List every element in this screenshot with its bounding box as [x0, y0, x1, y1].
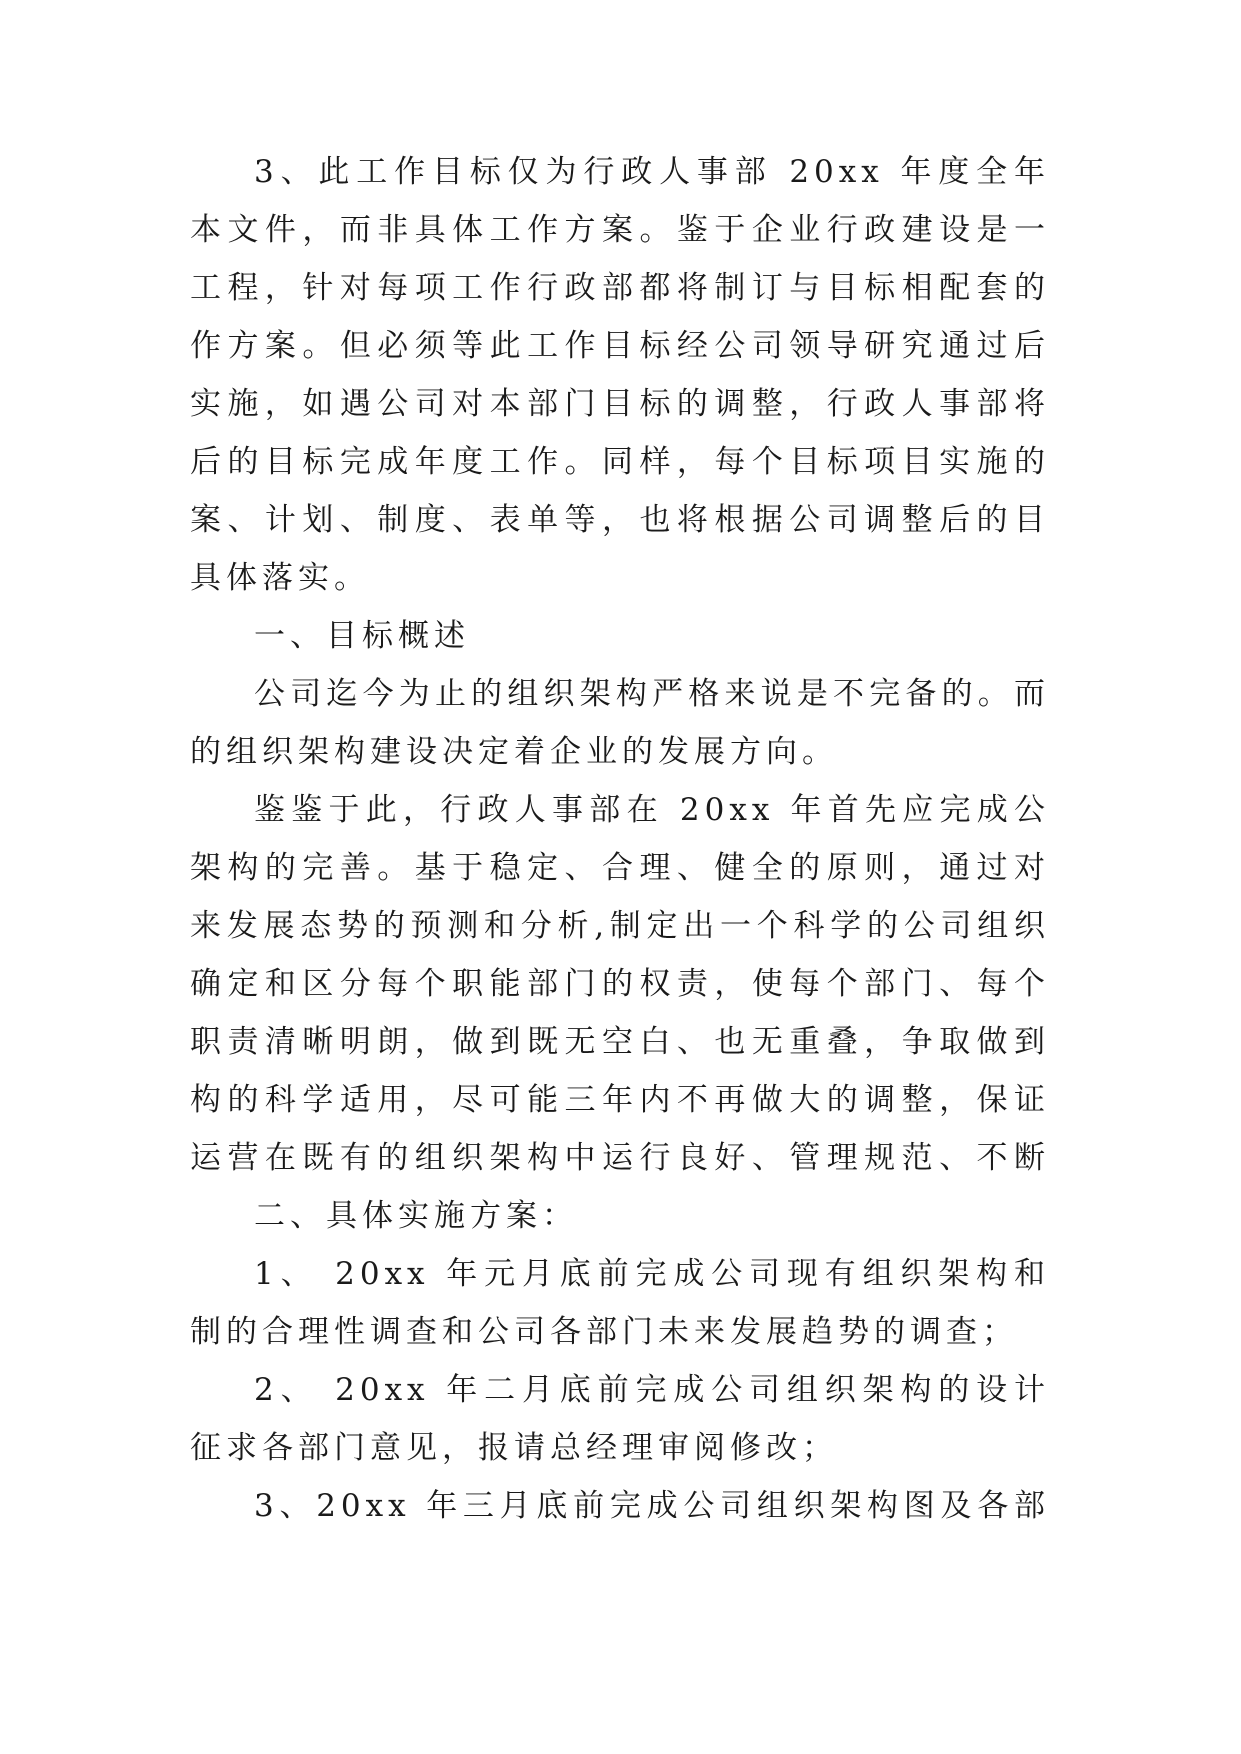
list-item-2-line-2: 征求各部门意见，报请总经理审阅修改； — [190, 1430, 838, 1466]
paragraph-3-line-1: 鉴鉴于此，行政人事部在 20xx 年首先应完成公 — [254, 792, 1050, 828]
section-heading-2: 二、具体实施方案： — [254, 1198, 578, 1234]
paragraph-3-line-7: 运营在既有的组织架构中运行良好、管理规范、不断 — [190, 1140, 1050, 1176]
list-item-1-line-2: 制的合理性调查和公司各部门未来发展趋势的调查； — [190, 1314, 1018, 1350]
list-item-1-line-1: 1、 20xx 年元月底前完成公司现有组织架构和 — [254, 1256, 1050, 1292]
paragraph-2-line-2: 的组织架构建设决定着企业的发展方向。 — [190, 734, 838, 770]
paragraph-3-line-6: 构的科学适用，尽可能三年内不再做大的调整，保证 — [190, 1082, 1050, 1118]
paragraph-1-line-3: 工程，针对每项工作行政部都将制订与目标相配套的 — [190, 270, 1050, 306]
list-item-3-line-1: 3、20xx 年三月底前完成公司组织架构图及各部 — [254, 1488, 1050, 1524]
paragraph-1-line-4: 作方案。但必须等此工作目标经公司领导研究通过后 — [190, 328, 1050, 364]
paragraph-1-line-2: 本文件，而非具体工作方案。鉴于企业行政建设是一 — [190, 212, 1050, 248]
section-heading-1: 一、目标概述 — [254, 618, 470, 654]
paragraph-1-line-7: 案、计划、制度、表单等，也将根据公司调整后的目 — [190, 502, 1050, 538]
paragraph-3-line-4: 确定和区分每个职能部门的权责，使每个部门、每个 — [190, 966, 1050, 1002]
paragraph-3-line-3: 来发展态势的预测和分析,制定出一个科学的公司组织 — [190, 908, 1050, 944]
list-item-2-line-1: 2、 20xx 年二月底前完成公司组织架构的设计 — [254, 1372, 1050, 1408]
paragraph-1-line-5: 实施，如遇公司对本部门目标的调整，行政人事部将 — [190, 386, 1050, 422]
paragraph-3-line-2: 架构的完善。基于稳定、合理、健全的原则，通过对 — [190, 850, 1050, 886]
paragraph-2-line-1: 公司迄今为止的组织架构严格来说是不完备的。而 — [254, 676, 1050, 712]
paragraph-1-line-8: 具体落实。 — [190, 560, 370, 596]
paragraph-1-line-1: 3、此工作目标仅为行政人事部 20xx 年度全年 — [254, 154, 1050, 190]
paragraph-3-line-5: 职责清晰明朗，做到既无空白、也无重叠，争取做到 — [190, 1024, 1050, 1060]
paragraph-1-line-6: 后的目标完成年度工作。同样，每个目标项目实施的 — [190, 444, 1050, 480]
